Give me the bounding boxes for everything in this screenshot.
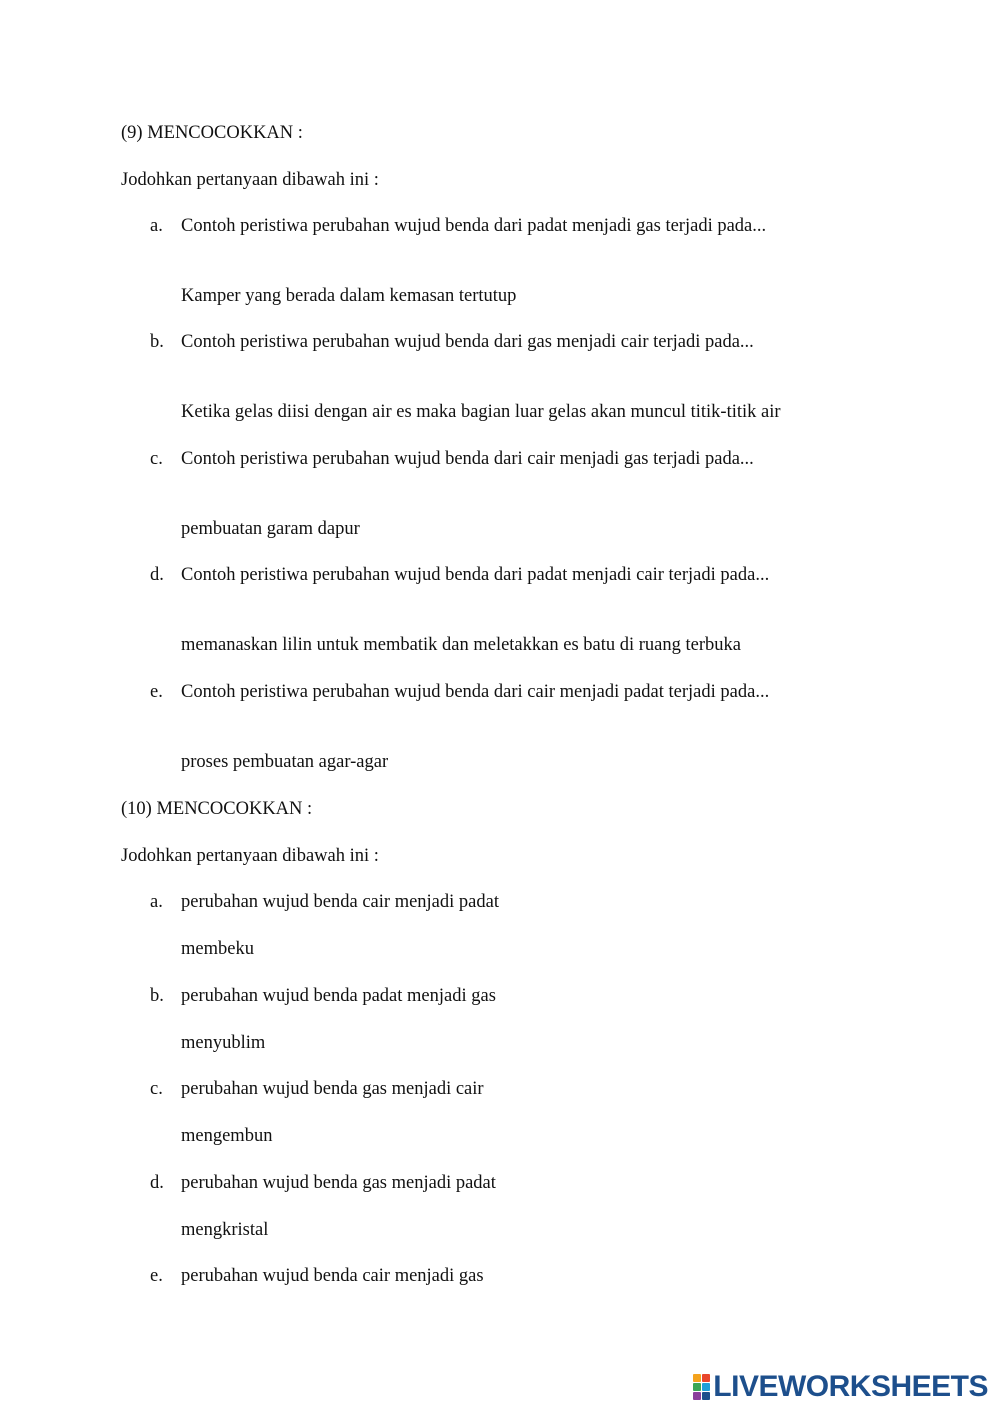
liveworksheets-logo[interactable] — [693, 1370, 988, 1404]
item-answer: mengkristal — [181, 1220, 269, 1240]
item-answer: Kamper yang berada dalam kemasan tertutup — [181, 286, 517, 306]
item-question: Contoh peristiwa perubahan wujud benda dari cair menjadi padat terjadi pada... — [181, 682, 770, 702]
logo-square — [693, 1392, 701, 1400]
section-9-instruction: Jodohkan pertanyaan dibawah ini : — [121, 170, 379, 190]
item-question: perubahan wujud benda cair menjadi gas — [181, 1266, 484, 1286]
item-answer: pembuatan garam dapur — [181, 519, 360, 539]
item-question: perubahan wujud benda gas menjadi cair — [181, 1079, 484, 1099]
logo-square — [702, 1383, 710, 1391]
item-question: perubahan wujud benda padat menjadi gas — [181, 986, 496, 1006]
item-question: Contoh peristiwa perubahan wujud benda dari padat menjadi gas terjadi pada... — [181, 216, 767, 236]
item-letter: d. — [150, 565, 164, 585]
section-9-heading: (9) MENCOCOKKAN : — [121, 123, 303, 143]
item-question: Contoh peristiwa perubahan wujud benda dari cair menjadi gas terjadi pada... — [181, 449, 754, 469]
liveworksheets-logo-icon — [693, 1374, 710, 1400]
item-letter: b. — [150, 332, 164, 352]
item-question: perubahan wujud benda cair menjadi padat — [181, 892, 499, 912]
section-10-instruction: Jodohkan pertanyaan dibawah ini : — [121, 846, 379, 866]
item-letter: e. — [150, 682, 163, 702]
logo-text: LIVEWORKSHEETS — [713, 1370, 988, 1403]
item-answer: memanaskan lilin untuk membatik dan meletakkan es batu di ruang terbuka — [181, 635, 741, 655]
item-letter: a. — [150, 216, 163, 236]
item-question: Contoh peristiwa perubahan wujud benda dari gas menjadi cair terjadi pada... — [181, 332, 754, 352]
item-answer: menyublim — [181, 1033, 266, 1053]
item-answer: mengembun — [181, 1126, 273, 1146]
item-letter: c. — [150, 449, 163, 469]
item-answer: proses pembuatan agar-agar — [181, 752, 389, 772]
logo-square — [702, 1374, 710, 1382]
logo-square — [693, 1383, 701, 1391]
item-letter: d. — [150, 1173, 164, 1193]
item-answer: Ketika gelas diisi dengan air es maka bagian luar gelas akan muncul titik-titik air — [181, 402, 781, 422]
item-answer: membeku — [181, 939, 254, 959]
item-question: perubahan wujud benda gas menjadi padat — [181, 1173, 496, 1193]
logo-square — [702, 1392, 710, 1400]
item-letter: a. — [150, 892, 163, 912]
item-letter: e. — [150, 1266, 163, 1286]
logo-square — [693, 1374, 701, 1382]
item-letter: c. — [150, 1079, 163, 1099]
section-10-heading: (10) MENCOCOKKAN : — [121, 799, 313, 819]
item-letter: b. — [150, 986, 164, 1006]
item-question: Contoh peristiwa perubahan wujud benda dari padat menjadi cair terjadi pada... — [181, 565, 770, 585]
